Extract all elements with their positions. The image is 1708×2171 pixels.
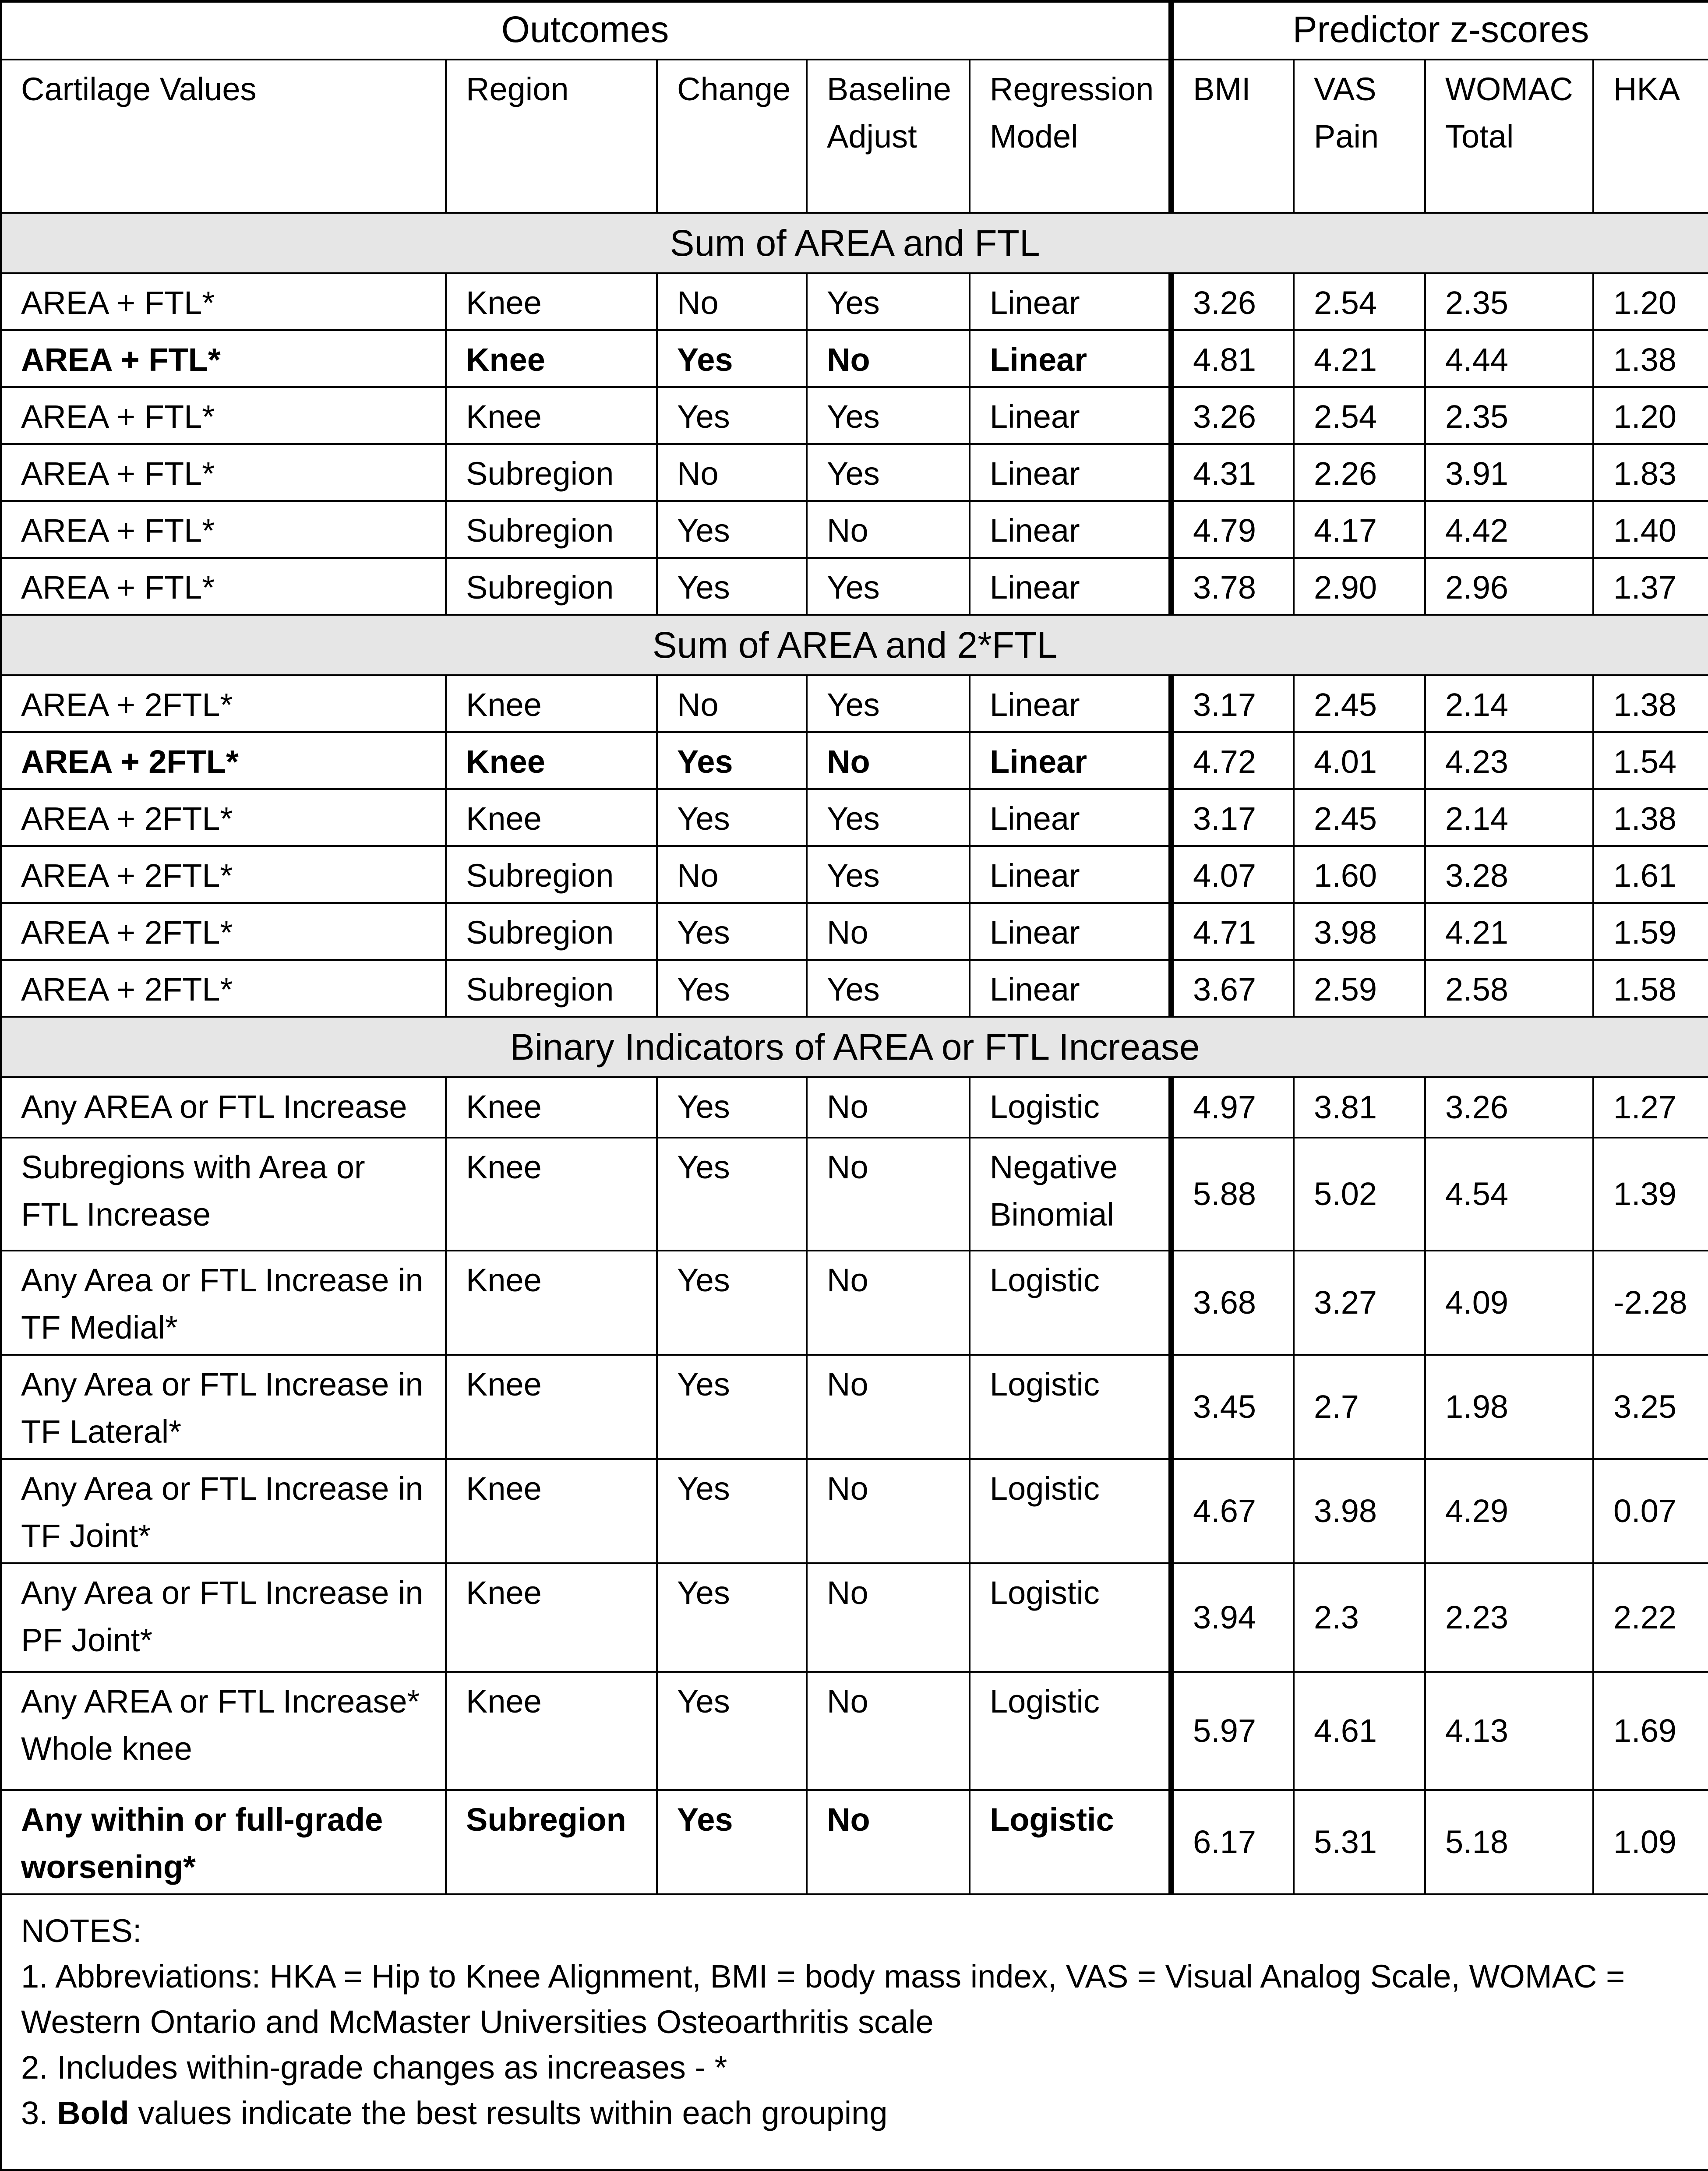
cell-model: Logistic bbox=[970, 1251, 1171, 1355]
cell-vas: 2.90 bbox=[1294, 558, 1425, 615]
cell-vas: 2.7 bbox=[1294, 1355, 1425, 1459]
cell-bmi: 6.17 bbox=[1171, 1790, 1294, 1894]
table-row bbox=[1, 330, 1708, 387]
cell-vas: 3.81 bbox=[1294, 1077, 1425, 1138]
note-2: 2. Includes within-grade changes as increases - * bbox=[21, 2049, 727, 2086]
table-row bbox=[1, 1790, 1708, 1894]
cell-baseline: No bbox=[807, 1672, 970, 1790]
col-regression-model: Regression Model bbox=[970, 60, 1171, 213]
cell-region: Knee bbox=[446, 789, 657, 846]
cell-womac: 2.23 bbox=[1425, 1563, 1593, 1672]
table-row bbox=[1, 387, 1708, 444]
cell-cartilage: AREA + 2FTL* bbox=[1, 789, 446, 846]
cell-baseline: Yes bbox=[807, 558, 970, 615]
cell-model: Linear bbox=[970, 846, 1171, 903]
table-row bbox=[1, 1355, 1708, 1459]
cell-vas: 1.60 bbox=[1294, 846, 1425, 903]
cell-model: Linear bbox=[970, 558, 1171, 615]
cell-change: Yes bbox=[657, 330, 807, 387]
cell-bmi: 3.26 bbox=[1171, 273, 1294, 330]
cell-bmi: 4.79 bbox=[1171, 501, 1294, 558]
table-row bbox=[1, 1459, 1708, 1563]
cell-womac: 4.23 bbox=[1425, 732, 1593, 789]
cell-womac: 2.35 bbox=[1425, 273, 1593, 330]
cell-hka: 1.69 bbox=[1593, 1672, 1708, 1790]
cell-baseline: Yes bbox=[807, 846, 970, 903]
cell-region: Subregion bbox=[446, 444, 657, 501]
cell-model: Linear bbox=[970, 330, 1171, 387]
cell-baseline: No bbox=[807, 501, 970, 558]
cell-vas: 2.45 bbox=[1294, 675, 1425, 732]
cell-cartilage: Any AREA or FTL Increase bbox=[1, 1077, 446, 1138]
cell-womac: 2.35 bbox=[1425, 387, 1593, 444]
cell-model: Negative Binomial bbox=[970, 1138, 1171, 1251]
cell-womac: 3.26 bbox=[1425, 1077, 1593, 1138]
cell-womac: 4.13 bbox=[1425, 1672, 1593, 1790]
predictors-header: Predictor z-scores bbox=[1171, 0, 1708, 60]
cell-vas: 2.3 bbox=[1294, 1563, 1425, 1672]
cell-region: Knee bbox=[446, 387, 657, 444]
cell-hka: 1.20 bbox=[1593, 273, 1708, 330]
cell-vas: 3.98 bbox=[1294, 903, 1425, 960]
cell-baseline: No bbox=[807, 330, 970, 387]
cell-hka: 1.59 bbox=[1593, 903, 1708, 960]
cell-womac: 4.54 bbox=[1425, 1138, 1593, 1251]
cell-hka: 0.07 bbox=[1593, 1459, 1708, 1563]
cell-hka: 1.40 bbox=[1593, 501, 1708, 558]
cell-region: Knee bbox=[446, 675, 657, 732]
group-header bbox=[1, 213, 1708, 273]
table-row bbox=[1, 1672, 1708, 1790]
cell-change: No bbox=[657, 675, 807, 732]
group-title: Sum of AREA and 2*FTL bbox=[1, 615, 1708, 675]
cell-baseline: Yes bbox=[807, 789, 970, 846]
cell-model: Linear bbox=[970, 675, 1171, 732]
cell-region: Knee bbox=[446, 732, 657, 789]
table-row bbox=[1, 558, 1708, 615]
cell-vas: 4.61 bbox=[1294, 1672, 1425, 1790]
cell-change: Yes bbox=[657, 1790, 807, 1894]
cell-model: Logistic bbox=[970, 1563, 1171, 1672]
cell-womac: 2.14 bbox=[1425, 789, 1593, 846]
cell-bmi: 3.94 bbox=[1171, 1563, 1294, 1672]
cell-baseline: No bbox=[807, 732, 970, 789]
col-change: Change bbox=[657, 60, 807, 213]
cell-cartilage: AREA + FTL* bbox=[1, 387, 446, 444]
cell-change: Yes bbox=[657, 501, 807, 558]
col-hka: HKA bbox=[1593, 60, 1708, 213]
cell-bmi: 3.17 bbox=[1171, 789, 1294, 846]
cell-change: Yes bbox=[657, 903, 807, 960]
cell-vas: 4.21 bbox=[1294, 330, 1425, 387]
cell-model: Logistic bbox=[970, 1672, 1171, 1790]
cell-hka: 1.37 bbox=[1593, 558, 1708, 615]
col-vas-pain: VAS Pain bbox=[1294, 60, 1425, 213]
column-header-row bbox=[1, 60, 1708, 213]
cell-hka: 1.58 bbox=[1593, 960, 1708, 1017]
cell-region: Subregion bbox=[446, 1790, 657, 1894]
cell-model: Linear bbox=[970, 444, 1171, 501]
cell-womac: 4.21 bbox=[1425, 903, 1593, 960]
cell-model: Linear bbox=[970, 501, 1171, 558]
cell-baseline: No bbox=[807, 1459, 970, 1563]
cell-vas: 2.26 bbox=[1294, 444, 1425, 501]
note-1-line-1: 1. Abbreviations: HKA = Hip to Knee Alignment, BMI = body mass index, VAS = Visual Analog Scale, WOMAC = bbox=[21, 1958, 1625, 1995]
cell-bmi: 4.97 bbox=[1171, 1077, 1294, 1138]
cell-change: Yes bbox=[657, 387, 807, 444]
col-bmi: BMI bbox=[1171, 60, 1294, 213]
cell-baseline: Yes bbox=[807, 444, 970, 501]
cell-vas: 2.45 bbox=[1294, 789, 1425, 846]
cell-region: Subregion bbox=[446, 558, 657, 615]
cell-vas: 5.31 bbox=[1294, 1790, 1425, 1894]
cell-womac: 1.98 bbox=[1425, 1355, 1593, 1459]
cell-region: Knee bbox=[446, 1355, 657, 1459]
cell-cartilage: Any within or full-grade worsening* bbox=[1, 1790, 446, 1894]
cell-hka: 2.22 bbox=[1593, 1563, 1708, 1672]
cell-bmi: 4.31 bbox=[1171, 444, 1294, 501]
cell-bmi: 4.72 bbox=[1171, 732, 1294, 789]
group-header bbox=[1, 1017, 1708, 1077]
cell-change: No bbox=[657, 444, 807, 501]
cell-baseline: No bbox=[807, 1563, 970, 1672]
cell-region: Knee bbox=[446, 273, 657, 330]
group-title: Sum of AREA and FTL bbox=[1, 213, 1708, 273]
cell-cartilage: Any Area or FTL Increase in PF Joint* bbox=[1, 1563, 446, 1672]
cell-cartilage: AREA + FTL* bbox=[1, 330, 446, 387]
cell-cartilage: AREA + 2FTL* bbox=[1, 732, 446, 789]
notes bbox=[1, 1894, 1708, 2170]
cell-region: Knee bbox=[446, 1563, 657, 1672]
cell-model: Linear bbox=[970, 960, 1171, 1017]
cell-region: Knee bbox=[446, 1077, 657, 1138]
cell-cartilage: AREA + FTL* bbox=[1, 558, 446, 615]
cell-womac: 4.09 bbox=[1425, 1251, 1593, 1355]
cell-baseline: No bbox=[807, 1251, 970, 1355]
cell-change: Yes bbox=[657, 1672, 807, 1790]
table-row bbox=[1, 1251, 1708, 1355]
cell-hka: -2.28 bbox=[1593, 1251, 1708, 1355]
table-row bbox=[1, 1077, 1708, 1138]
cell-bmi: 3.45 bbox=[1171, 1355, 1294, 1459]
table-row bbox=[1, 846, 1708, 903]
cell-vas: 4.01 bbox=[1294, 732, 1425, 789]
cell-bmi: 5.88 bbox=[1171, 1138, 1294, 1251]
col-region: Region bbox=[446, 60, 657, 213]
cell-change: Yes bbox=[657, 1459, 807, 1563]
cell-vas: 3.98 bbox=[1294, 1459, 1425, 1563]
cell-womac: 3.28 bbox=[1425, 846, 1593, 903]
cell-vas: 5.02 bbox=[1294, 1138, 1425, 1251]
cell-change: Yes bbox=[657, 1563, 807, 1672]
table-row bbox=[1, 273, 1708, 330]
cell-model: Logistic bbox=[970, 1790, 1171, 1894]
cell-cartilage: AREA + FTL* bbox=[1, 273, 446, 330]
cell-change: Yes bbox=[657, 1138, 807, 1251]
cell-womac: 4.29 bbox=[1425, 1459, 1593, 1563]
cell-cartilage: AREA + FTL* bbox=[1, 501, 446, 558]
cell-baseline: No bbox=[807, 1790, 970, 1894]
cell-region: Knee bbox=[446, 1138, 657, 1251]
cell-bmi: 3.17 bbox=[1171, 675, 1294, 732]
table-row bbox=[1, 1138, 1708, 1251]
cell-hka: 1.20 bbox=[1593, 387, 1708, 444]
cell-baseline: No bbox=[807, 1077, 970, 1138]
notes-title: NOTES: bbox=[21, 1913, 142, 1949]
top-header-row bbox=[1, 0, 1708, 60]
cell-change: Yes bbox=[657, 1355, 807, 1459]
cell-baseline: Yes bbox=[807, 675, 970, 732]
cell-change: No bbox=[657, 273, 807, 330]
table-row bbox=[1, 1563, 1708, 1672]
cell-model: Linear bbox=[970, 732, 1171, 789]
cell-change: Yes bbox=[657, 558, 807, 615]
cell-change: Yes bbox=[657, 960, 807, 1017]
cell-region: Subregion bbox=[446, 903, 657, 960]
group-header bbox=[1, 615, 1708, 675]
cell-region: Subregion bbox=[446, 501, 657, 558]
cell-change: No bbox=[657, 846, 807, 903]
cell-change: Yes bbox=[657, 1251, 807, 1355]
cell-baseline: No bbox=[807, 1355, 970, 1459]
cell-region: Knee bbox=[446, 1672, 657, 1790]
cell-womac: 3.91 bbox=[1425, 444, 1593, 501]
cell-hka: 1.27 bbox=[1593, 1077, 1708, 1138]
notes-row bbox=[1, 1894, 1708, 2170]
table-row bbox=[1, 675, 1708, 732]
cell-model: Logistic bbox=[970, 1355, 1171, 1459]
cell-model: Linear bbox=[970, 273, 1171, 330]
cell-womac: 2.96 bbox=[1425, 558, 1593, 615]
cell-region: Knee bbox=[446, 1251, 657, 1355]
cell-hka: 1.39 bbox=[1593, 1138, 1708, 1251]
cell-change: Yes bbox=[657, 732, 807, 789]
cell-hka: 1.38 bbox=[1593, 330, 1708, 387]
table-row bbox=[1, 960, 1708, 1017]
cell-model: Linear bbox=[970, 789, 1171, 846]
cell-region: Subregion bbox=[446, 846, 657, 903]
cell-region: Knee bbox=[446, 330, 657, 387]
cell-womac: 4.44 bbox=[1425, 330, 1593, 387]
cell-cartilage: Subregions with Area or FTL Increase bbox=[1, 1138, 446, 1251]
cell-cartilage: Any Area or FTL Increase in TF Lateral* bbox=[1, 1355, 446, 1459]
cell-model: Linear bbox=[970, 387, 1171, 444]
cell-bmi: 3.78 bbox=[1171, 558, 1294, 615]
cell-vas: 3.27 bbox=[1294, 1251, 1425, 1355]
cell-baseline: Yes bbox=[807, 960, 970, 1017]
cell-cartilage: Any Area or FTL Increase in TF Joint* bbox=[1, 1459, 446, 1563]
cell-bmi: 4.81 bbox=[1171, 330, 1294, 387]
cell-hka: 3.25 bbox=[1593, 1355, 1708, 1459]
cell-bmi: 3.26 bbox=[1171, 387, 1294, 444]
cell-hka: 1.54 bbox=[1593, 732, 1708, 789]
table-row bbox=[1, 444, 1708, 501]
cell-hka: 1.83 bbox=[1593, 444, 1708, 501]
cell-baseline: Yes bbox=[807, 273, 970, 330]
cell-hka: 1.38 bbox=[1593, 675, 1708, 732]
cell-change: Yes bbox=[657, 789, 807, 846]
cell-change: Yes bbox=[657, 1077, 807, 1138]
cell-hka: 1.09 bbox=[1593, 1790, 1708, 1894]
cell-vas: 2.59 bbox=[1294, 960, 1425, 1017]
cell-baseline: No bbox=[807, 1138, 970, 1251]
col-womac-total: WOMAC Total bbox=[1425, 60, 1593, 213]
cell-cartilage: AREA + 2FTL* bbox=[1, 903, 446, 960]
cell-vas: 4.17 bbox=[1294, 501, 1425, 558]
cell-model: Logistic bbox=[970, 1077, 1171, 1138]
col-baseline-adjust: Baseline Adjust bbox=[807, 60, 970, 213]
cell-bmi: 5.97 bbox=[1171, 1672, 1294, 1790]
cell-bmi: 4.71 bbox=[1171, 903, 1294, 960]
table-row bbox=[1, 903, 1708, 960]
cell-cartilage: AREA + 2FTL* bbox=[1, 675, 446, 732]
cell-baseline: Yes bbox=[807, 387, 970, 444]
cell-model: Linear bbox=[970, 903, 1171, 960]
cell-baseline: No bbox=[807, 903, 970, 960]
table-row bbox=[1, 732, 1708, 789]
cell-vas: 2.54 bbox=[1294, 273, 1425, 330]
cell-cartilage: AREA + 2FTL* bbox=[1, 846, 446, 903]
col-cartilage-values: Cartilage Values bbox=[1, 60, 446, 213]
cell-bmi: 3.68 bbox=[1171, 1251, 1294, 1355]
cell-region: Knee bbox=[446, 1459, 657, 1563]
cell-hka: 1.38 bbox=[1593, 789, 1708, 846]
cell-cartilage: AREA + 2FTL* bbox=[1, 960, 446, 1017]
cell-bmi: 4.67 bbox=[1171, 1459, 1294, 1563]
cell-model: Logistic bbox=[970, 1459, 1171, 1563]
note-3: 3. Bold values indicate the best results within each grouping bbox=[21, 2095, 888, 2131]
cell-vas: 2.54 bbox=[1294, 387, 1425, 444]
cell-hka: 1.61 bbox=[1593, 846, 1708, 903]
outcomes-header: Outcomes bbox=[1, 0, 1171, 60]
group-title: Binary Indicators of AREA or FTL Increase bbox=[1, 1017, 1708, 1077]
cell-region: Subregion bbox=[446, 960, 657, 1017]
note-1-line-2: Western Ontario and McMaster Universities Osteoarthritis scale bbox=[21, 2004, 934, 2040]
cell-cartilage: Any Area or FTL Increase in TF Medial* bbox=[1, 1251, 446, 1355]
cell-womac: 5.18 bbox=[1425, 1790, 1593, 1894]
cell-cartilage: AREA + FTL* bbox=[1, 444, 446, 501]
cell-cartilage: Any AREA or FTL Increase* Whole knee bbox=[1, 1672, 446, 1790]
table-row bbox=[1, 789, 1708, 846]
cell-bmi: 3.67 bbox=[1171, 960, 1294, 1017]
cell-womac: 2.14 bbox=[1425, 675, 1593, 732]
cell-womac: 2.58 bbox=[1425, 960, 1593, 1017]
cell-womac: 4.42 bbox=[1425, 501, 1593, 558]
table-row bbox=[1, 501, 1708, 558]
cell-bmi: 4.07 bbox=[1171, 846, 1294, 903]
